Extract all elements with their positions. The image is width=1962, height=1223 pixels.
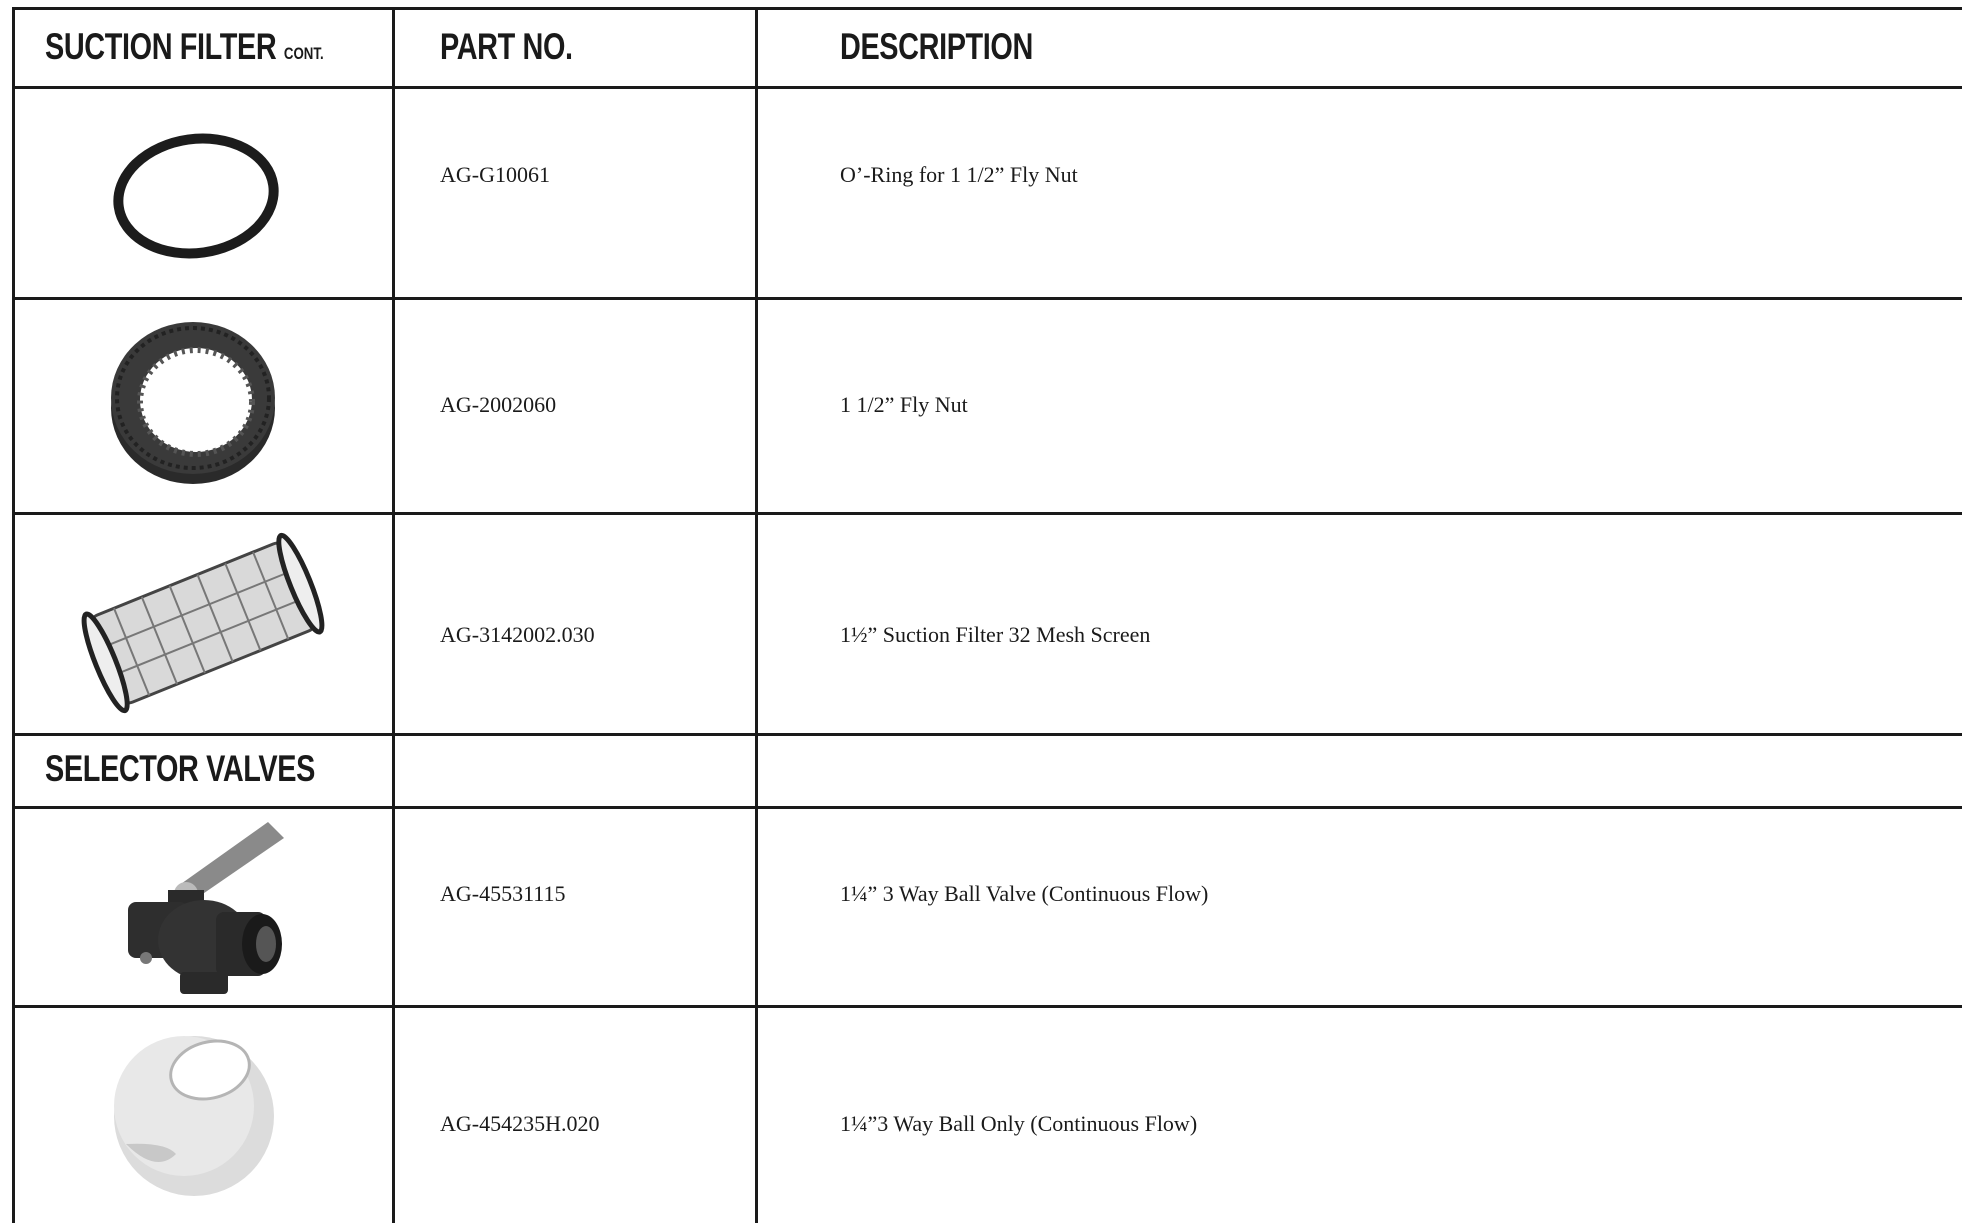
ball-icon xyxy=(106,1024,282,1200)
o-ring-icon xyxy=(108,128,284,264)
part-number: AG-G10061 xyxy=(440,162,550,187)
part-description: 1¼”3 Way Ball Only (Continuous Flow) xyxy=(840,1111,1198,1136)
part-description: 1½” Suction Filter 32 Mesh Screen xyxy=(840,622,1151,647)
ball-valve-icon xyxy=(118,816,298,1000)
row-divider xyxy=(12,733,1962,736)
part-description: O’-Ring for 1 1/2” Fly Nut xyxy=(840,162,1078,187)
row-divider xyxy=(12,297,1962,300)
part-number: AG-45531115 xyxy=(440,881,566,906)
fly-nut-icon xyxy=(104,310,282,490)
row-divider xyxy=(12,512,1962,515)
part-description: 1 1/2” Fly Nut xyxy=(840,392,968,417)
part-number: AG-3142002.030 xyxy=(440,622,595,647)
header-description: DESCRIPTION xyxy=(840,26,1033,67)
column-divider xyxy=(755,7,758,1223)
section-title-selector-valves: SELECTOR VALVES xyxy=(45,748,315,789)
part-number: AG-454235H.020 xyxy=(440,1111,600,1136)
section-title-suction-filter: SUCTION FILTER CONT. xyxy=(45,26,324,67)
row-divider xyxy=(12,86,1962,89)
column-divider xyxy=(392,7,395,1223)
row-divider xyxy=(12,1005,1962,1008)
header-part-no: PART NO. xyxy=(440,26,573,67)
part-description: 1¼” 3 Way Ball Valve (Continuous Flow) xyxy=(840,881,1209,906)
row-divider xyxy=(12,806,1962,809)
mesh-screen-icon xyxy=(76,528,330,718)
part-number: AG-2002060 xyxy=(440,392,557,417)
